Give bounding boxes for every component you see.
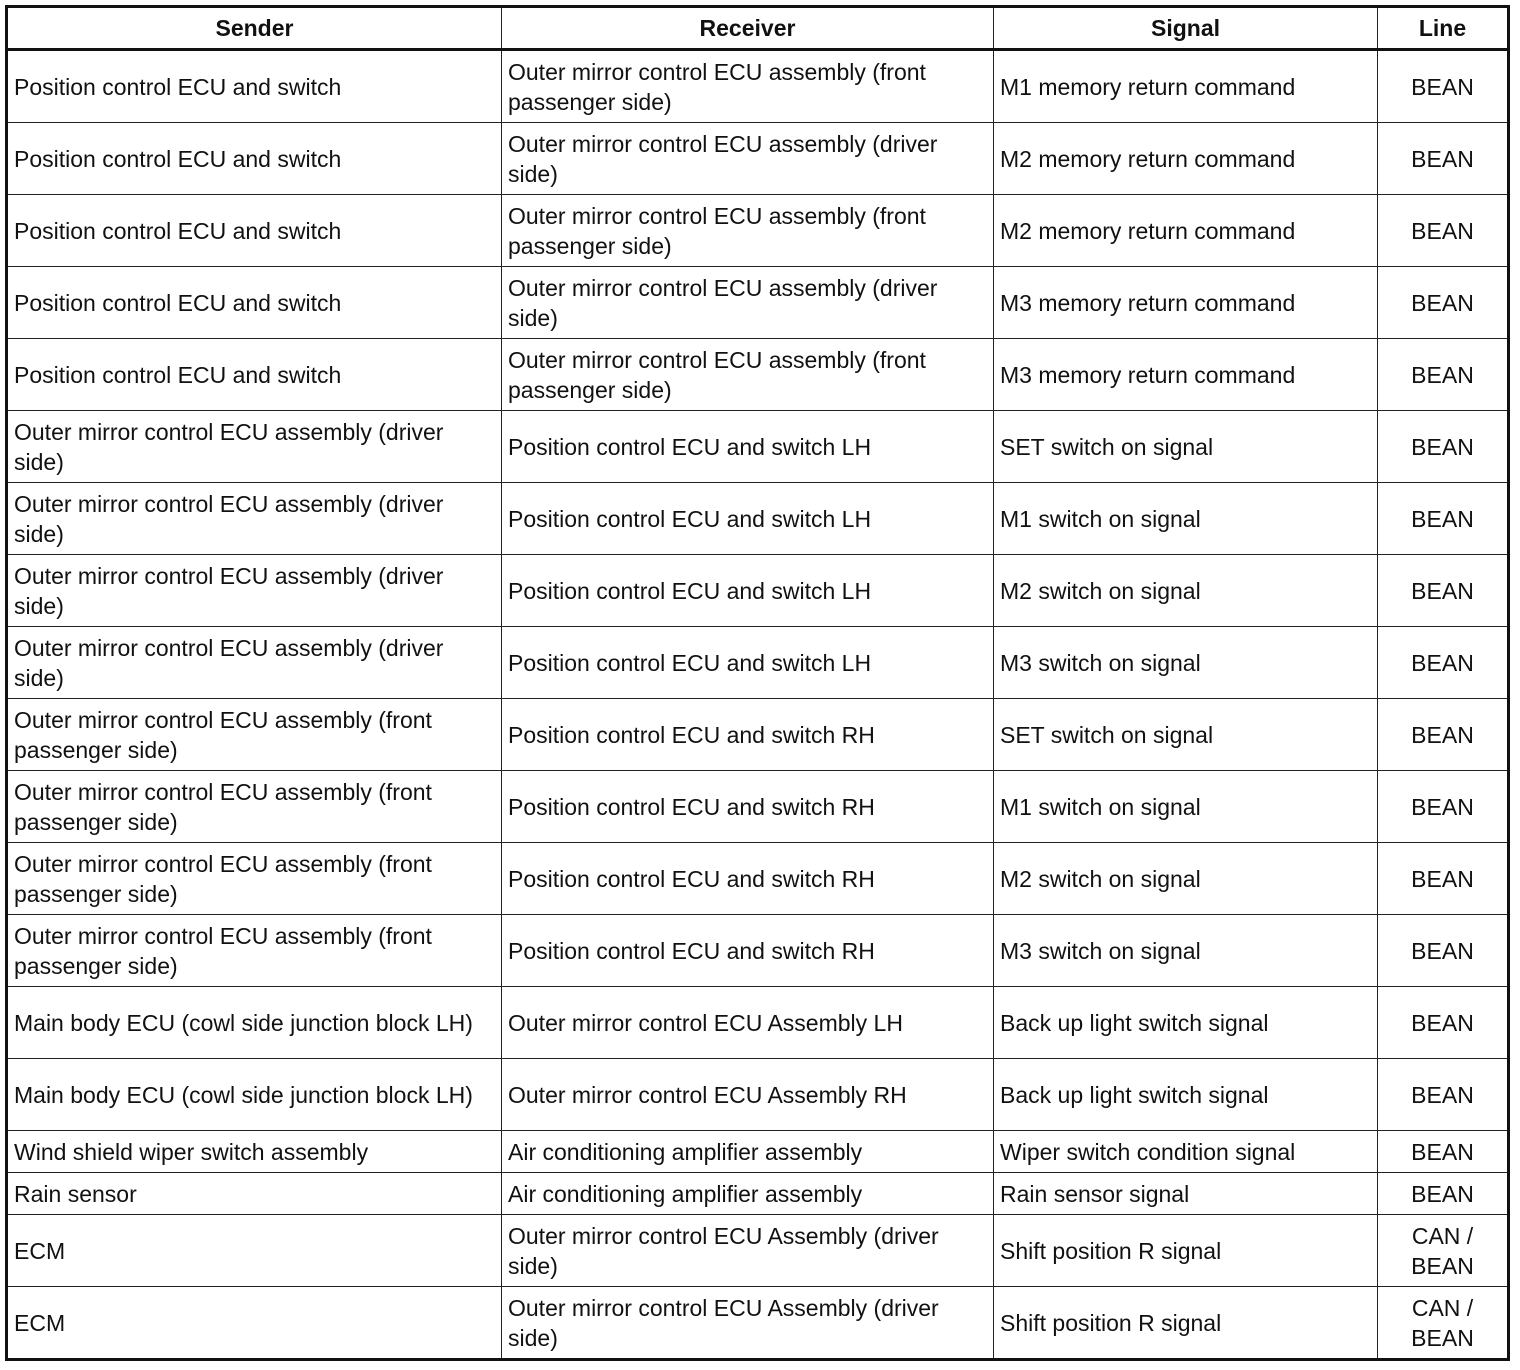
header-sender: Sender <box>7 7 502 50</box>
sender-cell: Outer mirror control ECU assembly (front passenger side) <box>7 843 502 915</box>
line-cell: BEAN <box>1378 627 1509 699</box>
signal-cell: M2 memory return command <box>994 123 1378 195</box>
receiver-cell: Outer mirror control ECU assembly (front passenger side) <box>502 50 994 123</box>
receiver-cell: Position control ECU and switch RH <box>502 771 994 843</box>
signal-cell: M2 memory return command <box>994 195 1378 267</box>
line-cell: BEAN <box>1378 411 1509 483</box>
receiver-cell: Outer mirror control ECU assembly (front passenger side) <box>502 195 994 267</box>
receiver-cell: Position control ECU and switch LH <box>502 483 994 555</box>
line-cell: BEAN <box>1378 915 1509 987</box>
header-signal: Signal <box>994 7 1378 50</box>
table-row <box>7 483 1509 555</box>
signal-cell: M3 memory return command <box>994 267 1378 339</box>
signal-cell: SET switch on signal <box>994 411 1378 483</box>
signal-cell: M3 switch on signal <box>994 627 1378 699</box>
table-row <box>7 699 1509 771</box>
sender-cell: Position control ECU and switch <box>7 123 502 195</box>
signal-cell: M2 switch on signal <box>994 555 1378 627</box>
receiver-cell: Position control ECU and switch LH <box>502 627 994 699</box>
line-cell: BEAN <box>1378 699 1509 771</box>
header-row <box>7 7 1509 50</box>
receiver-cell: Outer mirror control ECU assembly (front passenger side) <box>502 339 994 411</box>
line-cell: BEAN <box>1378 267 1509 339</box>
line-cell: BEAN <box>1378 843 1509 915</box>
receiver-cell: Air conditioning amplifier assembly <box>502 1131 994 1173</box>
line-cell: BEAN <box>1378 483 1509 555</box>
table-row <box>7 987 1509 1059</box>
line-cell: BEAN <box>1378 1059 1509 1131</box>
signal-cell: M3 switch on signal <box>994 915 1378 987</box>
receiver-cell: Position control ECU and switch LH <box>502 411 994 483</box>
receiver-cell: Outer mirror control ECU assembly (driver side) <box>502 123 994 195</box>
receiver-cell: Outer mirror control ECU assembly (driver side) <box>502 267 994 339</box>
table-row <box>7 627 1509 699</box>
sender-cell: Position control ECU and switch <box>7 195 502 267</box>
sender-cell: Rain sensor <box>7 1173 502 1215</box>
signal-cell: M1 switch on signal <box>994 771 1378 843</box>
signal-table <box>5 5 1510 1361</box>
signal-cell: SET switch on signal <box>994 699 1378 771</box>
line-cell: BEAN <box>1378 339 1509 411</box>
signal-cell: M2 switch on signal <box>994 843 1378 915</box>
sender-cell: Outer mirror control ECU assembly (driver side) <box>7 555 502 627</box>
receiver-cell: Outer mirror control ECU Assembly (driver side) <box>502 1215 994 1287</box>
receiver-cell: Outer mirror control ECU Assembly (driver side) <box>502 1287 994 1360</box>
table-row <box>7 411 1509 483</box>
header-line: Line <box>1378 7 1509 50</box>
sender-cell: Outer mirror control ECU assembly (driver side) <box>7 483 502 555</box>
line-cell: BEAN <box>1378 771 1509 843</box>
receiver-cell: Position control ECU and switch RH <box>502 915 994 987</box>
table-row <box>7 267 1509 339</box>
line-cell: BEAN <box>1378 1131 1509 1173</box>
receiver-cell: Position control ECU and switch LH <box>502 555 994 627</box>
sender-cell: Main body ECU (cowl side junction block LH) <box>7 987 502 1059</box>
sender-cell: Main body ECU (cowl side junction block LH) <box>7 1059 502 1131</box>
line-cell: BEAN <box>1378 987 1509 1059</box>
signal-cell: Back up light switch signal <box>994 1059 1378 1131</box>
receiver-cell: Outer mirror control ECU Assembly LH <box>502 987 994 1059</box>
receiver-cell: Position control ECU and switch RH <box>502 843 994 915</box>
sender-cell: Position control ECU and switch <box>7 339 502 411</box>
sender-cell: Outer mirror control ECU assembly (front passenger side) <box>7 915 502 987</box>
signal-cell: M1 switch on signal <box>994 483 1378 555</box>
table-row <box>7 339 1509 411</box>
table-row <box>7 50 1509 123</box>
table-row <box>7 1173 1509 1215</box>
table-row <box>7 123 1509 195</box>
receiver-cell: Air conditioning amplifier assembly <box>502 1173 994 1215</box>
signal-cell: M1 memory return command <box>994 50 1378 123</box>
signal-cell: Shift position R signal <box>994 1215 1378 1287</box>
line-cell: BEAN <box>1378 50 1509 123</box>
table-row <box>7 1287 1509 1360</box>
receiver-cell: Position control ECU and switch RH <box>502 699 994 771</box>
line-cell: CAN / BEAN <box>1378 1287 1509 1360</box>
sender-cell: Outer mirror control ECU assembly (front passenger side) <box>7 699 502 771</box>
signal-cell: Rain sensor signal <box>994 1173 1378 1215</box>
sender-cell: ECM <box>7 1287 502 1360</box>
line-cell: CAN / BEAN <box>1378 1215 1509 1287</box>
receiver-cell: Outer mirror control ECU Assembly RH <box>502 1059 994 1131</box>
sender-cell: Position control ECU and switch <box>7 267 502 339</box>
table-row <box>7 843 1509 915</box>
header-receiver: Receiver <box>502 7 994 50</box>
table-row <box>7 771 1509 843</box>
table-row <box>7 915 1509 987</box>
table-row <box>7 1131 1509 1173</box>
sender-cell: ECM <box>7 1215 502 1287</box>
line-cell: BEAN <box>1378 1173 1509 1215</box>
sender-cell: Wind shield wiper switch assembly <box>7 1131 502 1173</box>
table-row <box>7 1059 1509 1131</box>
signal-cell: Back up light switch signal <box>994 987 1378 1059</box>
signal-cell: Wiper switch condition signal <box>994 1131 1378 1173</box>
line-cell: BEAN <box>1378 195 1509 267</box>
table-row <box>7 195 1509 267</box>
sender-cell: Outer mirror control ECU assembly (front passenger side) <box>7 771 502 843</box>
signal-cell: Shift position R signal <box>994 1287 1378 1360</box>
sender-cell: Outer mirror control ECU assembly (driver side) <box>7 627 502 699</box>
line-cell: BEAN <box>1378 555 1509 627</box>
line-cell: BEAN <box>1378 123 1509 195</box>
table-row <box>7 1215 1509 1287</box>
table-row <box>7 555 1509 627</box>
signal-cell: M3 memory return command <box>994 339 1378 411</box>
sender-cell: Position control ECU and switch <box>7 50 502 123</box>
sender-cell: Outer mirror control ECU assembly (driver side) <box>7 411 502 483</box>
